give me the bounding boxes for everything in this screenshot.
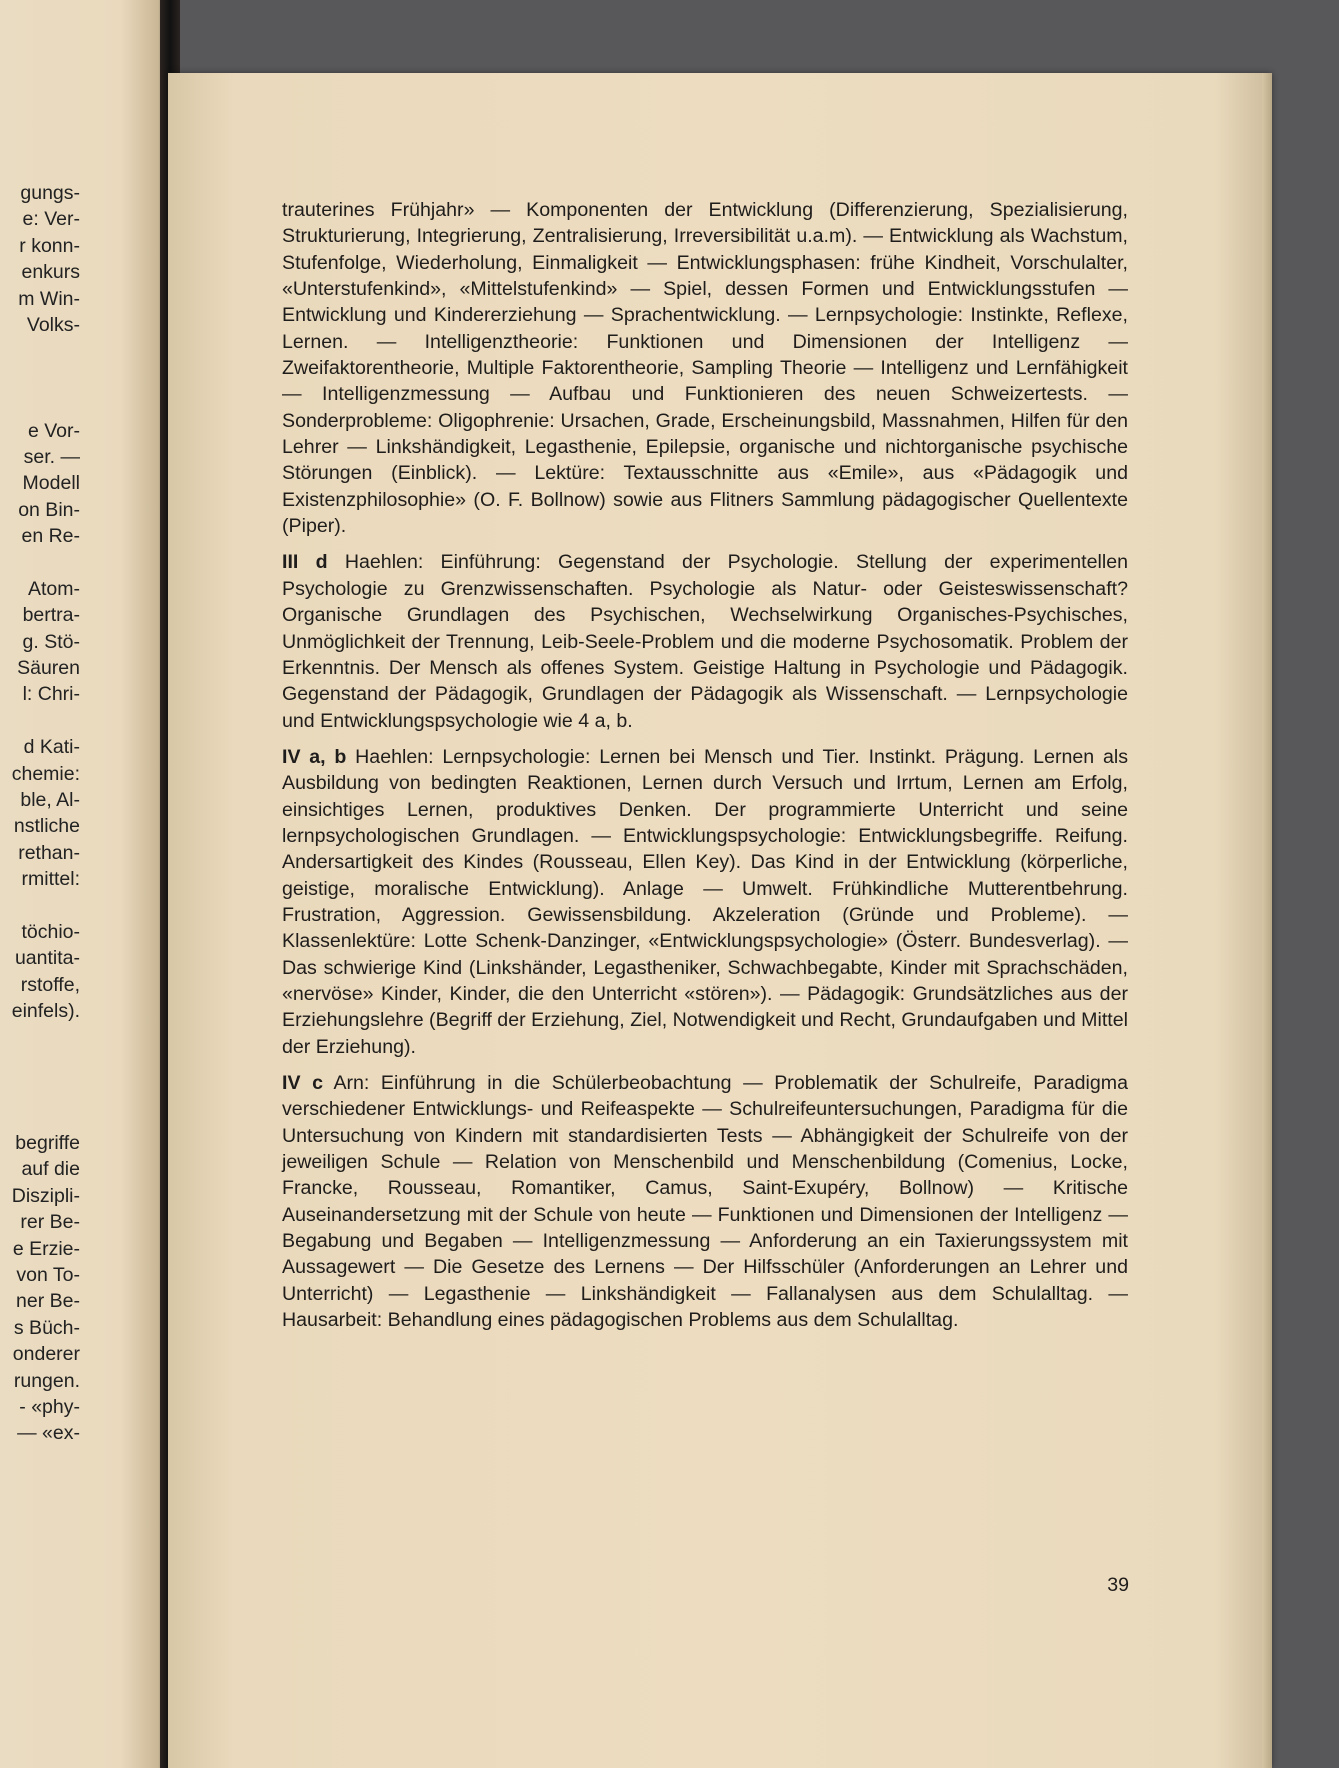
left-page-line	[0, 365, 80, 391]
left-page-line: en Re-	[21, 525, 80, 548]
page-edge	[1262, 73, 1272, 1768]
paragraph-text: trauterines Frühjahr» — Komponenten der Entwicklung (Differenzierung, Spezialisierung, Strukturierung, Integrierung, Zentralisierung, Irreversibilität u.a.m). — Entwicklung als Wachstum, Stufenfolge, Wiederholung, Einmaligkeit — Entwicklungsphasen: frühe Kindheit, Vorschulalter, «Unterstufenkind», «Mittelstufenkind» — Spiel, dessen Formen und Entwicklungsstufen — Entwicklung und Kindererziehung — Sprachentwicklung. — Lernpsychologie: Instinkte, Reflexe, Lernen. — Intelligenztheorie: Funktionen und Dimensionen der Intelligenz — Zweifaktorentheorie, Multiple Faktorentheorie, Sampling Theorie — Intelligenz und Lernfähigkeit — Intelligenzmessung — Aufbau und Funktionieren des neuen Schweizertests. — Sonderprobleme: Oligophrenie: Ursachen, Grade, Erscheinungsbild, Massnahmen, Hilfen für den Lehrer — Linkshändigkeit, Legasthenie, Epilepsie, organische und nichtorganische psychische Störungen (Einblick). — Lektüre: Textausschnitte aus «Emile», aus «Pädagogik und Existenzphilosophie» (O. F. Bollnow) sowie aus Flitners Sammlung pädagogischer Quellentexte (Piper).	[282, 199, 1128, 538]
left-page-line: s Büch-	[13, 1316, 80, 1339]
left-page-line: d Kati-	[23, 736, 80, 759]
left-page-line	[0, 1025, 80, 1051]
left-page-line: rungen.	[13, 1369, 80, 1392]
left-page-line: nstliche	[13, 815, 80, 838]
left-page-line: Säuren	[17, 657, 80, 680]
paragraph-text: Haehlen: Einführung: Gegenstand der Psychologie. Stellung der experimentellen Psychologie zu Grenzwissenschaften. Psychologie als Natur- oder Geisteswissenschaft? Organische Grundlagen des Psychischen, Wechselwirkung Organisches-Psychisches, Unmöglichkeit der Trennung, Leib-Seele-Problem und die moderne Psychosomatik. Problem der Erkenntnis. Der Mensch als offenes System. Geistige Haltung in Psychologie und Pädagogik. Gegenstand der Pädagogik, Grundlagen der Pädagogik als Wissenschaft. — Lernpsychologie und Entwicklungspsychologie wie 4 a, b.	[282, 551, 1128, 732]
left-page-line: rethan-	[18, 841, 80, 864]
left-page-line: bertra-	[22, 604, 80, 627]
left-page-line: onderer	[12, 1343, 80, 1366]
section-label: IV a, b	[282, 745, 347, 768]
left-page-text	[0, 180, 80, 1447]
left-page-line: r konn-	[19, 234, 80, 257]
left-page-line: Atom-	[27, 577, 80, 600]
left-page-line: enkurs	[21, 261, 80, 284]
section-label: IV c	[282, 1072, 323, 1094]
left-page-line: e: Ver-	[22, 208, 80, 231]
left-page-line: l: Chri-	[22, 683, 80, 706]
left-page-line	[0, 391, 80, 417]
paragraph-intro	[282, 197, 1128, 539]
page-number: 39	[1107, 1574, 1129, 1596]
page-body	[282, 197, 1128, 1333]
left-page-line: töchio-	[21, 920, 80, 943]
left-page-line	[0, 338, 80, 364]
left-page-line	[0, 1077, 80, 1103]
left-page-line: ner Be-	[16, 1290, 80, 1313]
left-page-line: chemie:	[11, 762, 80, 785]
left-page-line: ser. —	[23, 445, 80, 468]
left-page-line: uantita-	[14, 947, 80, 970]
left-page	[0, 0, 172, 1768]
left-page-line: e Erzie-	[12, 1237, 80, 1260]
paragraph-text: Haehlen: Lernpsychologie: Lernen bei Mensch und Tier. Instinkt. Prägung. Lernen als Ausbildung von bedingten Reaktionen, Lernen durch Versuch und Irrtum, Lernen am Erfolg, einsichtiges Lernen, produktives Denken. Der programmierte Unterricht und seine lernpsychologischen Grundlagen. — Entwicklungspsychologie: Entwicklungsbegriffe. Reifung. Andersartigkeit des Kindes (Rousseau, Ellen Key). Das Kind in der Entwicklung (körperliche, geistige, moralische Entwicklung). Anlage — Umwelt. Frühkindliche Mutterentbehrung. Frustration, Aggression. Gewissensbildung. Akzeleration (Gründe und Probleme). — Klassenlektüre: Lotte Schenk-Danzinger, «Entwicklungspsychologie» (Österr. Bundesverlag). — Das schwierige Kind (Linkshänder, Legastheniker, Schwachbegabte, Kinder mit Sprachschäden, «nervöse» Kinder, Kinder, die den Unterricht «stören»). — Pädagogik: Grundsätzliches aus der Erziehungslehre (Begriff der Erziehung, Ziel, Notwendigkeit und Recht, Grundaufgaben und Mittel der Erziehung).	[282, 745, 1129, 1058]
left-page-line: von To-	[16, 1264, 80, 1287]
left-page-line: begriffe	[15, 1132, 80, 1155]
left-page-line: ble, Al-	[20, 788, 80, 811]
left-page-line: - «phy-	[19, 1395, 80, 1418]
left-page-line: einfels).	[11, 1000, 80, 1023]
left-page-line: gungs-	[20, 182, 80, 204]
left-page-line: rstoffe,	[20, 973, 80, 996]
left-page-line	[0, 549, 80, 575]
left-page-line: Diszipli-	[11, 1184, 80, 1207]
left-page-line: e Vor-	[27, 419, 80, 442]
paragraph-iii-d	[282, 549, 1128, 733]
paragraph-text: Arn: Einführung in die Schülerbeobachtung — Problematik der Schulreife, Paradigma verschiedener Entwicklungs- und Reifeaspekte — Schulreifeuntersuchungen, Paradigma für die Untersuchung von Kindern mit standardisierten Tests — Abhängigkeit der Schulreife von der jeweiligen Schule — Relation von Menschenbild und Menschenbildung (Comenius, Locke, Francke, Rousseau, Romantiker, Camus, Saint-Exupéry, Bollnow) — Kritische Auseinandersetzung mit der Schule von heute — Funktionen und Dimensionen der Intelligenz — Begabung und Begaben — Intelligenzmessung — Anforderung an ein Taxierungssystem mit Aussagewert — Die Gesetze des Lernens — Der Hilfsschüler (Anforderungen an Lehrer und Unterricht) — Legasthenie — Linkshändigkeit — Fallanalysen aus dem Schulalltag. — Hausarbeit: Behandlung eines pädagogischen Problems aus dem Schulalltag.	[282, 1072, 1128, 1332]
section-label: III d	[282, 551, 328, 574]
left-page-line: on Bin-	[18, 498, 80, 521]
left-page-line: rer Be-	[20, 1211, 80, 1234]
left-page-line: Volks-	[26, 313, 80, 336]
left-page-line	[0, 708, 80, 734]
left-page-line: Modell	[22, 472, 80, 495]
left-page-line: rmittel:	[21, 868, 80, 891]
left-page-line: auf die	[21, 1158, 80, 1181]
paragraph-iv-ab	[282, 744, 1128, 1060]
left-page-line: m Win-	[18, 287, 80, 310]
left-page-line: g. Stö-	[22, 630, 80, 653]
left-page-line	[0, 1051, 80, 1077]
left-page-line	[0, 893, 80, 919]
paragraph-iv-c	[282, 1070, 1128, 1333]
left-page-line	[0, 1104, 80, 1130]
left-page-line: — «ex-	[17, 1422, 80, 1445]
